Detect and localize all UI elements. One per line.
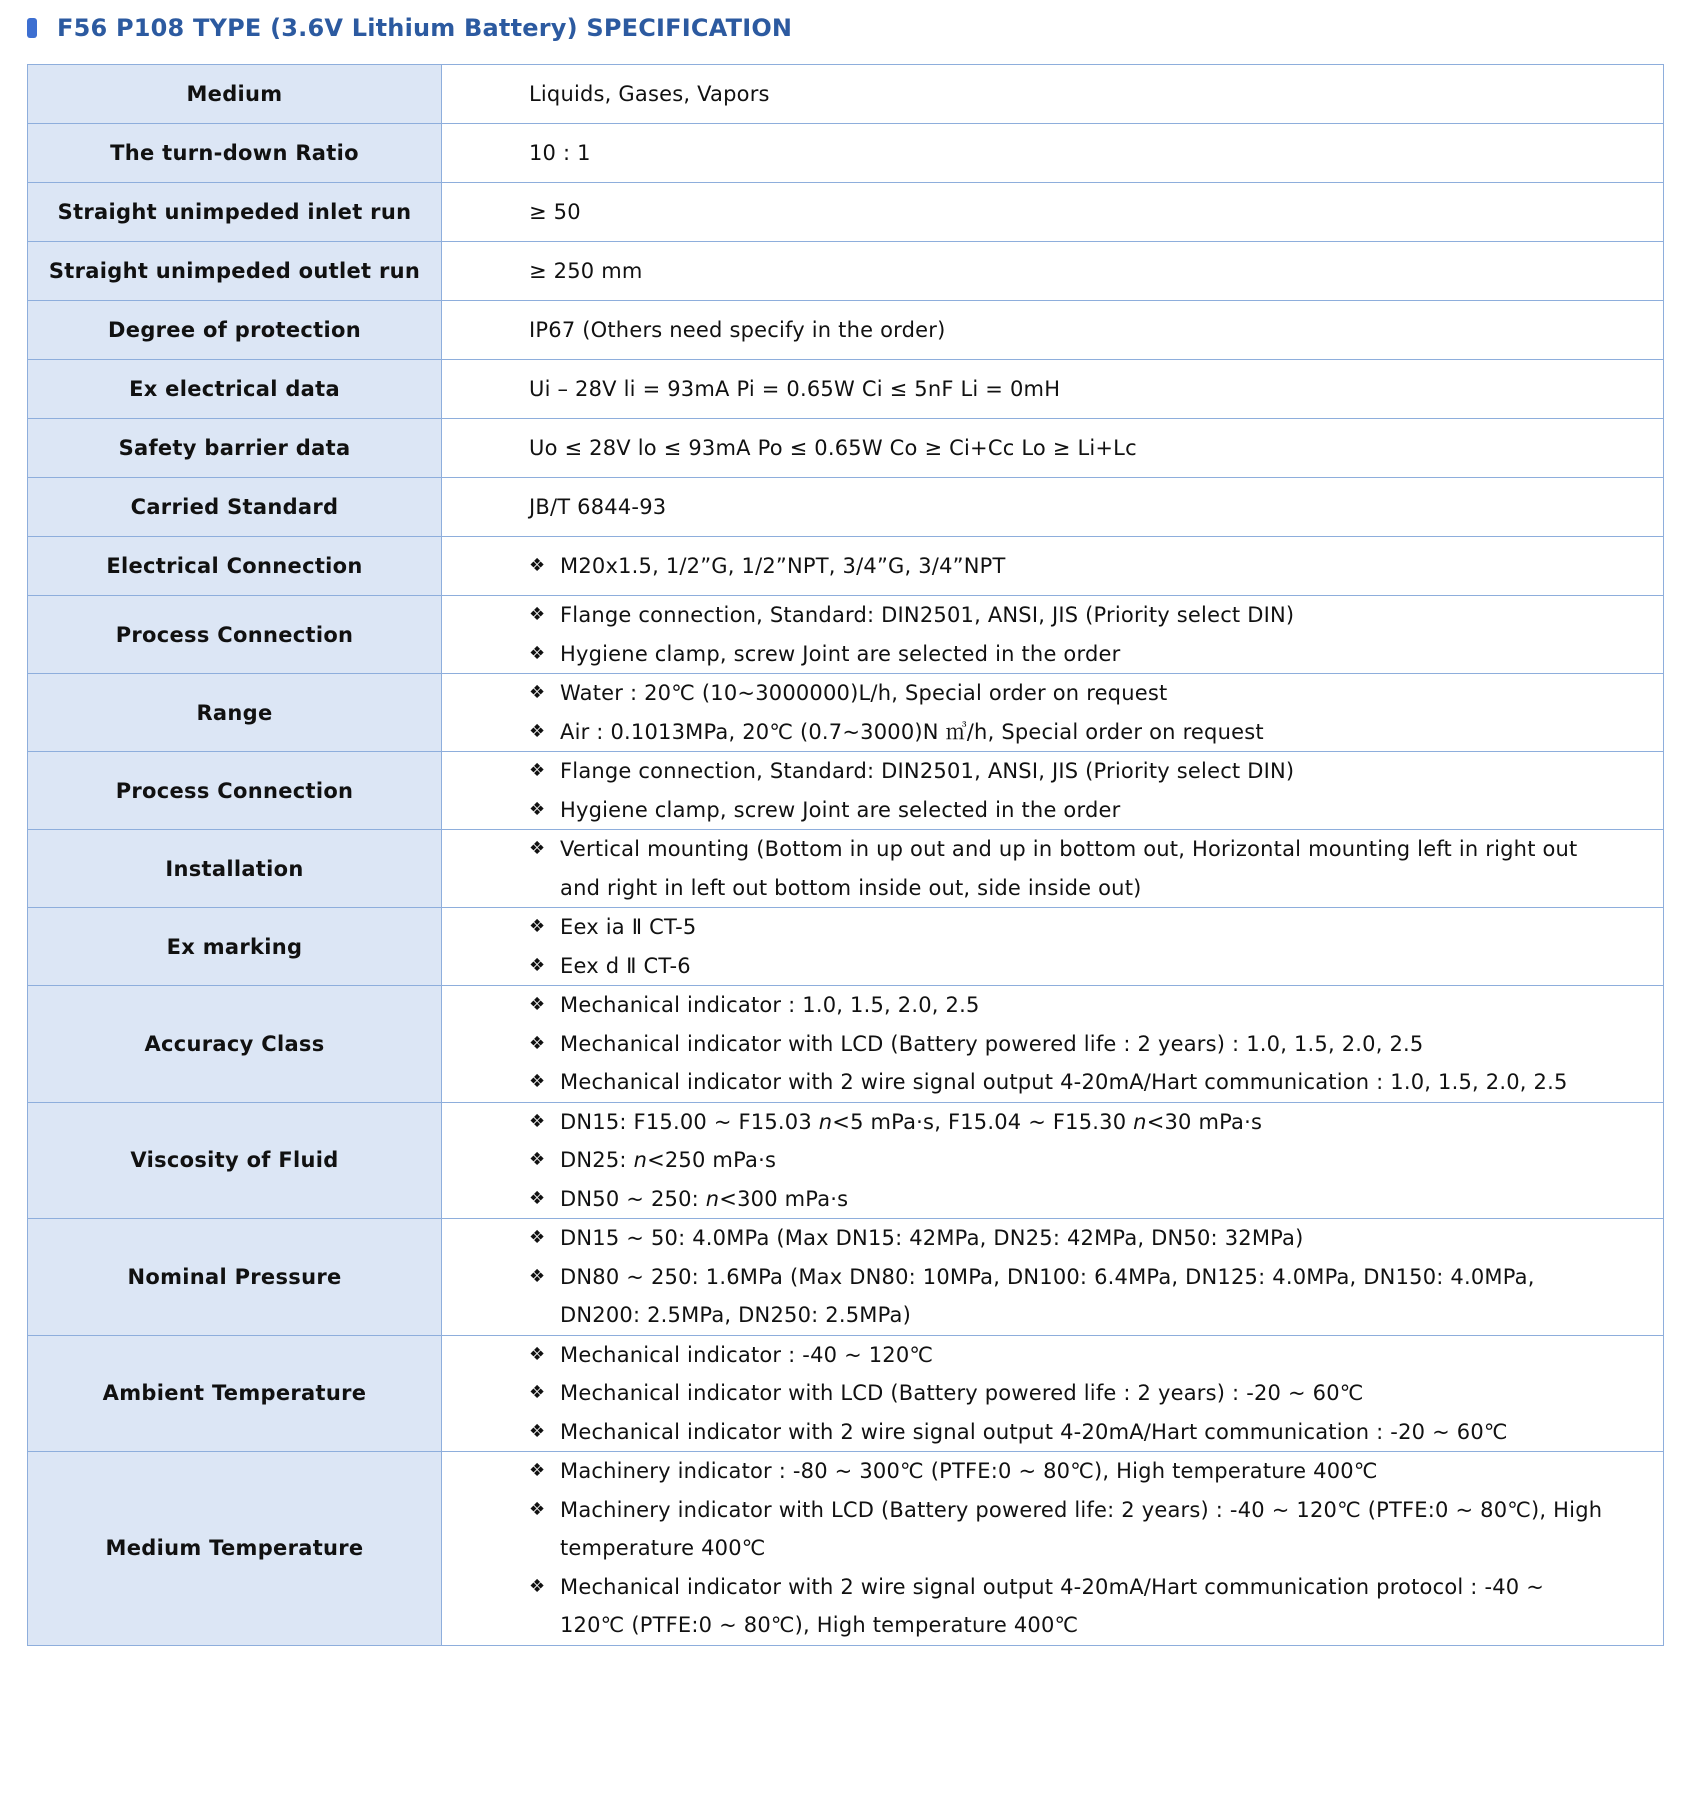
spec-value-cell [442,596,1664,674]
spec-bullet-text: Mechanical indicator with LCD (Battery powered life : 2 years) : -20 ~ 60℃ [560,1381,1364,1405]
spec-bullet-text: Machinery indicator with LCD (Battery powered life: 2 years) : -40 ~ 120℃ (PTFE:0 ~ 80℃), High temperature 400℃ [560,1497,1603,1560]
spec-value-cell [442,360,1664,419]
diamond-bullet-icon: ❖ [529,554,546,576]
spec-title-row [27,14,792,42]
spec-bullet-text: Flange connection, Standard: DIN2501, ANSI, JIS (Priority select DIN) [560,603,1295,627]
table-row [28,301,1664,360]
spec-label: Electrical Connection [106,554,363,578]
spec-bullet-list [529,1452,1603,1645]
list-item [529,908,1603,947]
spec-text-segment: <30 mPa·s [1146,1109,1263,1134]
spec-text-segment: DN15: F15.00 ~ F15.03 [560,1109,819,1134]
list-item [529,752,1603,791]
spec-bullet-text: Mechanical indicator : -40 ~ 120℃ [560,1342,934,1367]
spec-bullet-text: M20x1.5, 1/2”G, 1/2”NPT, 3/4”G, 3/4”NPT [560,553,1006,578]
spec-value-cell [442,830,1664,908]
spec-label: Ex marking [166,934,303,959]
spec-table [27,64,1664,1646]
italic-symbol: n [705,1186,720,1211]
diamond-bullet-icon: ❖ [529,994,546,1015]
title-marker-icon [27,18,37,38]
spec-label: Ambient Temperature [102,1381,367,1406]
spec-bullet-text: Air : 0.1013MPa, 20℃ (0.7~3000)N ㎥/h, Special order on request [560,719,1264,744]
list-item [529,1141,1603,1180]
diamond-bullet-icon: ❖ [529,1498,546,1520]
spec-label: Range [196,700,273,725]
diamond-bullet-icon: ❖ [529,642,546,664]
table-row [28,674,1664,752]
spec-label-cell [28,752,442,830]
spec-label-cell [28,478,442,537]
table-row [28,752,1664,830]
spec-label-cell [28,537,442,596]
spec-text-segment: <5 mPa·s, F15.04 ~ F15.30 [832,1109,1134,1134]
list-item [529,1219,1603,1258]
spec-value-cell [442,537,1664,596]
spec-bullet-list [529,1219,1603,1335]
spec-bullet-list [529,547,1603,586]
table-row [28,1219,1664,1336]
diamond-bullet-icon: ❖ [529,1149,546,1170]
spec-bullet-list [529,986,1603,1102]
list-item [529,1025,1603,1064]
list-item [529,713,1603,752]
diamond-bullet-icon: ❖ [529,1032,546,1054]
spec-label: Process Connection [115,778,354,803]
spec-value-cell [442,674,1664,752]
diamond-bullet-icon: ❖ [529,720,546,742]
diamond-bullet-icon: ❖ [529,1382,546,1403]
table-row [28,478,1664,537]
spec-label-cell [28,596,442,674]
list-item [529,1336,1603,1375]
spec-bullet-text: Mechanical indicator with 2 wire signal output 4-20mA/Hart communication protocol : -40 ~ 120℃ (PTFE:0 ~ 80℃), High temperature 400℃ [560,1574,1545,1637]
list-item [529,547,1603,586]
spec-value-cell [442,908,1664,986]
spec-bullet-text: Mechanical indicator with 2 wire signal output 4-20mA/Hart communication : 1.0, 1.5, 2.0, 2.5 [560,1070,1568,1094]
spec-bullet-text: Flange connection, Standard: DIN2501, ANSI, JIS (Priority select DIN) [560,759,1295,783]
spec-label: Viscosity of Fluid [130,1148,339,1173]
spec-bullet-text: Water : 20℃ (10~3000000)L/h, Special order on request [560,681,1168,705]
diamond-bullet-icon: ❖ [529,1460,546,1481]
spec-text-segment: <250 mPa·s [647,1148,777,1172]
spec-label: Medium [186,82,283,106]
diamond-bullet-icon: ❖ [529,1265,546,1287]
diamond-bullet-icon: ❖ [529,1071,546,1092]
diamond-bullet-icon: ❖ [529,838,546,859]
spec-bullet-text: Eex ia Ⅱ CT-5 [560,915,697,939]
list-item [529,986,1603,1025]
page-title: F56 P108 TYPE (3.6V Lithium Battery) SPECIFICATION [57,14,793,42]
italic-symbol: n [633,1148,648,1172]
spec-value-cell [442,1452,1664,1646]
spec-label: Degree of protection [108,318,361,342]
diamond-bullet-icon: ❖ [529,1420,546,1442]
spec-bullet-list [529,752,1603,829]
spec-bullet-text: DN80 ~ 250: 1.6MPa (Max DN80: 10MPa, DN100: 6.4MPa, DN125: 4.0MPa, DN150: 4.0MPa, DN200: 2.5MPa, DN250: 2.5MPa) [560,1264,1535,1327]
spec-bullet-text: Eex d Ⅱ CT-6 [560,953,691,978]
spec-label: Installation [165,856,304,881]
spec-bullet-text: Mechanical indicator : 1.0, 1.5, 2.0, 2.5 [560,993,980,1017]
spec-label-cell [28,1452,442,1646]
spec-label-cell [28,183,442,242]
spec-text-segment: DN50 ~ 250: [560,1186,706,1211]
diamond-bullet-icon: ❖ [529,798,546,820]
spec-value-cell [442,1335,1664,1452]
diamond-bullet-icon: ❖ [529,1227,546,1248]
table-row [28,1102,1664,1219]
spec-value-cell [442,183,1664,242]
spec-bullet-text: Hygiene clamp, screw Joint are selected in the order [560,797,1121,822]
table-row [28,908,1664,986]
list-item [529,1374,1603,1413]
spec-value-cell [442,1219,1664,1336]
list-item [529,1180,1603,1219]
diamond-bullet-icon: ❖ [529,1110,546,1132]
list-item [529,947,1603,986]
spec-value: Liquids, Gases, Vapors [529,82,770,106]
spec-label-cell [28,242,442,301]
spec-value-cell [442,986,1664,1103]
table-row [28,986,1664,1103]
table-row [28,242,1664,301]
spec-bullet-text: Vertical mounting (Bottom in up out and up in bottom out, Horizontal mounting left in right out and right in left out bottom inside out, side inside out) [560,837,1578,900]
table-row [28,360,1664,419]
spec-value-cell [442,478,1664,537]
list-item [529,1491,1603,1568]
spec-text-segment: <300 mPa·s [719,1186,849,1211]
spec-label: Carried Standard [130,495,339,519]
spec-label-cell [28,1219,442,1336]
table-row [28,596,1664,674]
diamond-bullet-icon: ❖ [529,1343,546,1365]
spec-text-segment: DN25: [560,1148,634,1172]
spec-bullet-list [529,1103,1603,1219]
list-item [529,1452,1603,1491]
spec-label-cell [28,301,442,360]
list-item [529,830,1603,907]
spec-label: Straight unimpeded inlet run [57,200,412,224]
spec-label-cell [28,830,442,908]
table-row [28,124,1664,183]
italic-symbol: n [818,1109,833,1134]
italic-symbol: n [1133,1109,1147,1134]
spec-value-cell [442,124,1664,183]
list-item [529,596,1603,635]
spec-label-cell [28,124,442,183]
spec-value: IP67 (Others need specify in the order) [529,318,946,342]
diamond-bullet-icon: ❖ [529,682,546,703]
spec-value: Uo ≤ 28V lo ≤ 93mA Po ≤ 0.65W Co ≥ Ci+Cc Lo ≥ Li+Lc [529,436,1137,460]
diamond-bullet-icon: ❖ [529,1187,546,1209]
spec-label: Medium Temperature [105,1536,364,1561]
spec-label: Safety barrier data [118,436,351,460]
spec-value: 10 : 1 [529,141,591,165]
spec-label: Ex electrical data [129,377,340,401]
table-row [28,1335,1664,1452]
list-item [529,674,1603,713]
spec-bullet-text: DN15 ~ 50: 4.0MPa (Max DN15: 42MPa, DN25: 42MPa, DN50: 32MPa) [560,1226,1304,1250]
spec-bullet-list [529,908,1603,985]
spec-table-body [28,65,1664,1646]
spec-bullet-list [529,674,1603,751]
table-row [28,419,1664,478]
spec-value: Ui – 28V li = 93mA Pi = 0.65W Ci ≤ 5nF Li = 0mH [529,377,1061,401]
spec-bullet-text: Mechanical indicator with 2 wire signal output 4-20mA/Hart communication : -20 ~ 60℃ [560,1419,1508,1444]
diamond-bullet-icon: ❖ [529,760,546,781]
spec-label-cell [28,360,442,419]
table-row [28,830,1664,908]
diamond-bullet-icon: ❖ [529,954,546,976]
list-item [529,1413,1603,1452]
diamond-bullet-icon: ❖ [529,916,546,937]
list-item [529,1103,1603,1142]
spec-label-cell [28,908,442,986]
spec-label-cell [28,1335,442,1452]
spec-bullet-text: Machinery indicator : -80 ~ 300℃ (PTFE:0 ~ 80℃), High temperature 400℃ [560,1459,1378,1483]
spec-label-cell [28,65,442,124]
spec-label: Accuracy Class [144,1031,325,1056]
table-row [28,1452,1664,1646]
spec-value-cell [442,301,1664,360]
spec-value-cell [442,1102,1664,1219]
table-row [28,537,1664,596]
spec-bullet-list [529,1336,1603,1452]
diamond-bullet-icon: ❖ [529,604,546,625]
spec-label: Nominal Pressure [127,1264,342,1289]
spec-value: JB/T 6844-93 [529,495,667,519]
diamond-bullet-icon: ❖ [529,1575,546,1597]
list-item [529,635,1603,674]
spec-value-cell [442,242,1664,301]
spec-value: ≥ 50 [529,200,581,224]
list-item [529,1258,1603,1335]
spec-bullet-list [529,830,1603,907]
spec-label: Straight unimpeded outlet run [48,259,421,283]
spec-value-cell [442,65,1664,124]
spec-bullet-list [529,596,1603,673]
spec-value-cell [442,752,1664,830]
list-item [529,791,1603,830]
list-item [529,1063,1603,1102]
table-row [28,183,1664,242]
list-item [529,1568,1603,1645]
spec-label-cell [28,1102,442,1219]
spec-label-cell [28,986,442,1103]
table-row [28,65,1664,124]
spec-label: Process Connection [115,622,354,647]
spec-label-cell [28,419,442,478]
spec-label: The turn-down Ratio [110,141,359,165]
spec-bullet-text: Hygiene clamp, screw Joint are selected in the order [560,641,1121,666]
spec-bullet-text: Mechanical indicator with LCD (Battery powered life : 2 years) : 1.0, 1.5, 2.0, 2.5 [560,1031,1424,1056]
spec-label-cell [28,674,442,752]
spec-value: ≥ 250 mm [529,259,643,283]
spec-value-cell [442,419,1664,478]
